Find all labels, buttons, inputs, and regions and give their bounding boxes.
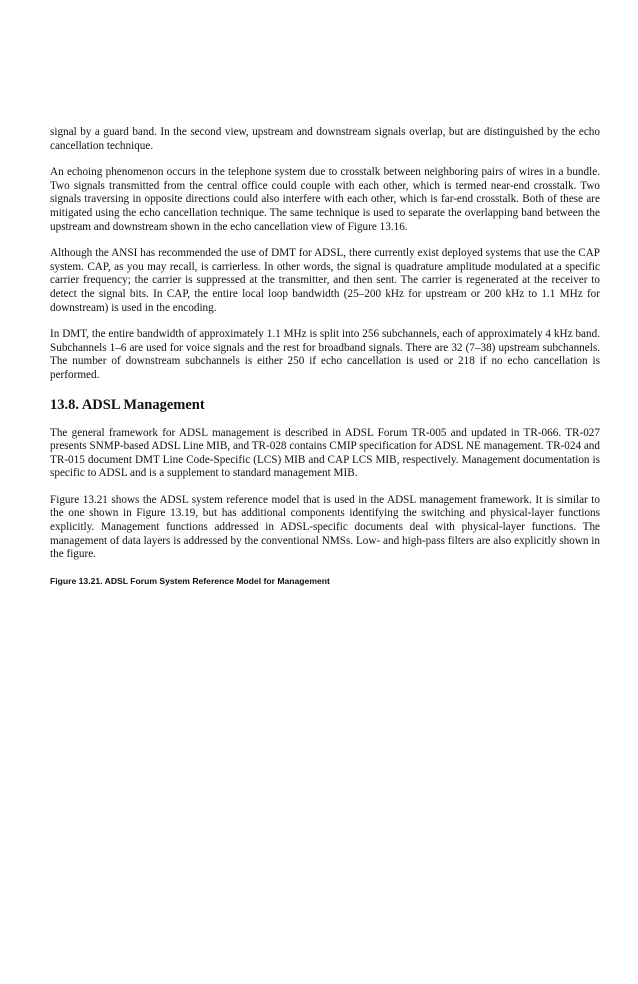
section-heading: 13.8. ADSL Management <box>50 396 205 413</box>
figure-caption: Figure 13.21. ADSL Forum System Reference Model for Management <box>50 575 330 586</box>
paragraph-reference-model: Figure 13.21 shows the ADSL system reference model that is used in the ADSL management framework. It is similar to the one shown in Figure 13.19, but has additional components identifying the switching and physical-layer functions explicitly. Management functions addressed in ADSL-specific documents deal with physical-layer functions. The management of data layers is addressed by the conventional NMSs. Low- and high-pass filters are also explicitly shown in the figure. <box>50 493 600 561</box>
paragraph-dmt-subchannels: In DMT, the entire bandwidth of approximately 1.1 MHz is split into 256 subchannels, each of approximately 4 kHz band. Subchannels 1–6 are used for voice signals and the rest for broadband signals. There are 32 (7–38) upstream subchannels. The number of downstream subchannels is either 250 if echo cancellation is used or 218 if no echo cancellation is performed. <box>50 328 600 381</box>
document-page <box>50 126 600 587</box>
paragraph-guard-band: signal by a guard band. In the second view, upstream and downstream signals overlap, but are distinguished by the echo cancellation technique. <box>50 126 600 152</box>
paragraph-cap-system: Although the ANSI has recommended the use of DMT for ADSL, there currently exist deployed systems that use the CAP system. CAP, as you may recall, is carrierless. In other words, the signal is quadrature amplitude modulated at a specific carrier frequency; the carrier is suppressed at the transmitter, and then sent. The carrier is regenerated at the receiver to detect the signal bits. In CAP, the entire local loop bandwidth (25–200 kHz for upstream or 200 kHz to 1.1 MHz for downstream) is used in the encoding. <box>50 247 600 314</box>
paragraph-management-framework: The general framework for ADSL management is described in ADSL Forum TR-005 and updated in TR-066. TR-027 presents SNMP-based ADSL Line MIB, and TR-028 contains CMIP specification for ADSL NE management. TR-024 and TR-015 document DMT Line Code-Specific (LCS) MIB and CAP LCS MIB, respectively. Management documentation is specific to ADSL and is a supplement to standard management MIB. <box>50 426 600 480</box>
paragraph-echoing-phenomenon: An echoing phenomenon occurs in the telephone system due to crosstalk between neighboring pairs of wires in a bundle. Two signals transmitted from the central office could couple with each other, which is termed near-end crosstalk. Two signals traversing in opposite directions could also interfere with each other, which is far-end crosstalk. Both of these are mitigated using the echo cancellation technique. The same technique is used to separate the overlapping band between the upstream and downstream shown in the echo cancellation view of Figure 13.16. <box>50 166 600 233</box>
